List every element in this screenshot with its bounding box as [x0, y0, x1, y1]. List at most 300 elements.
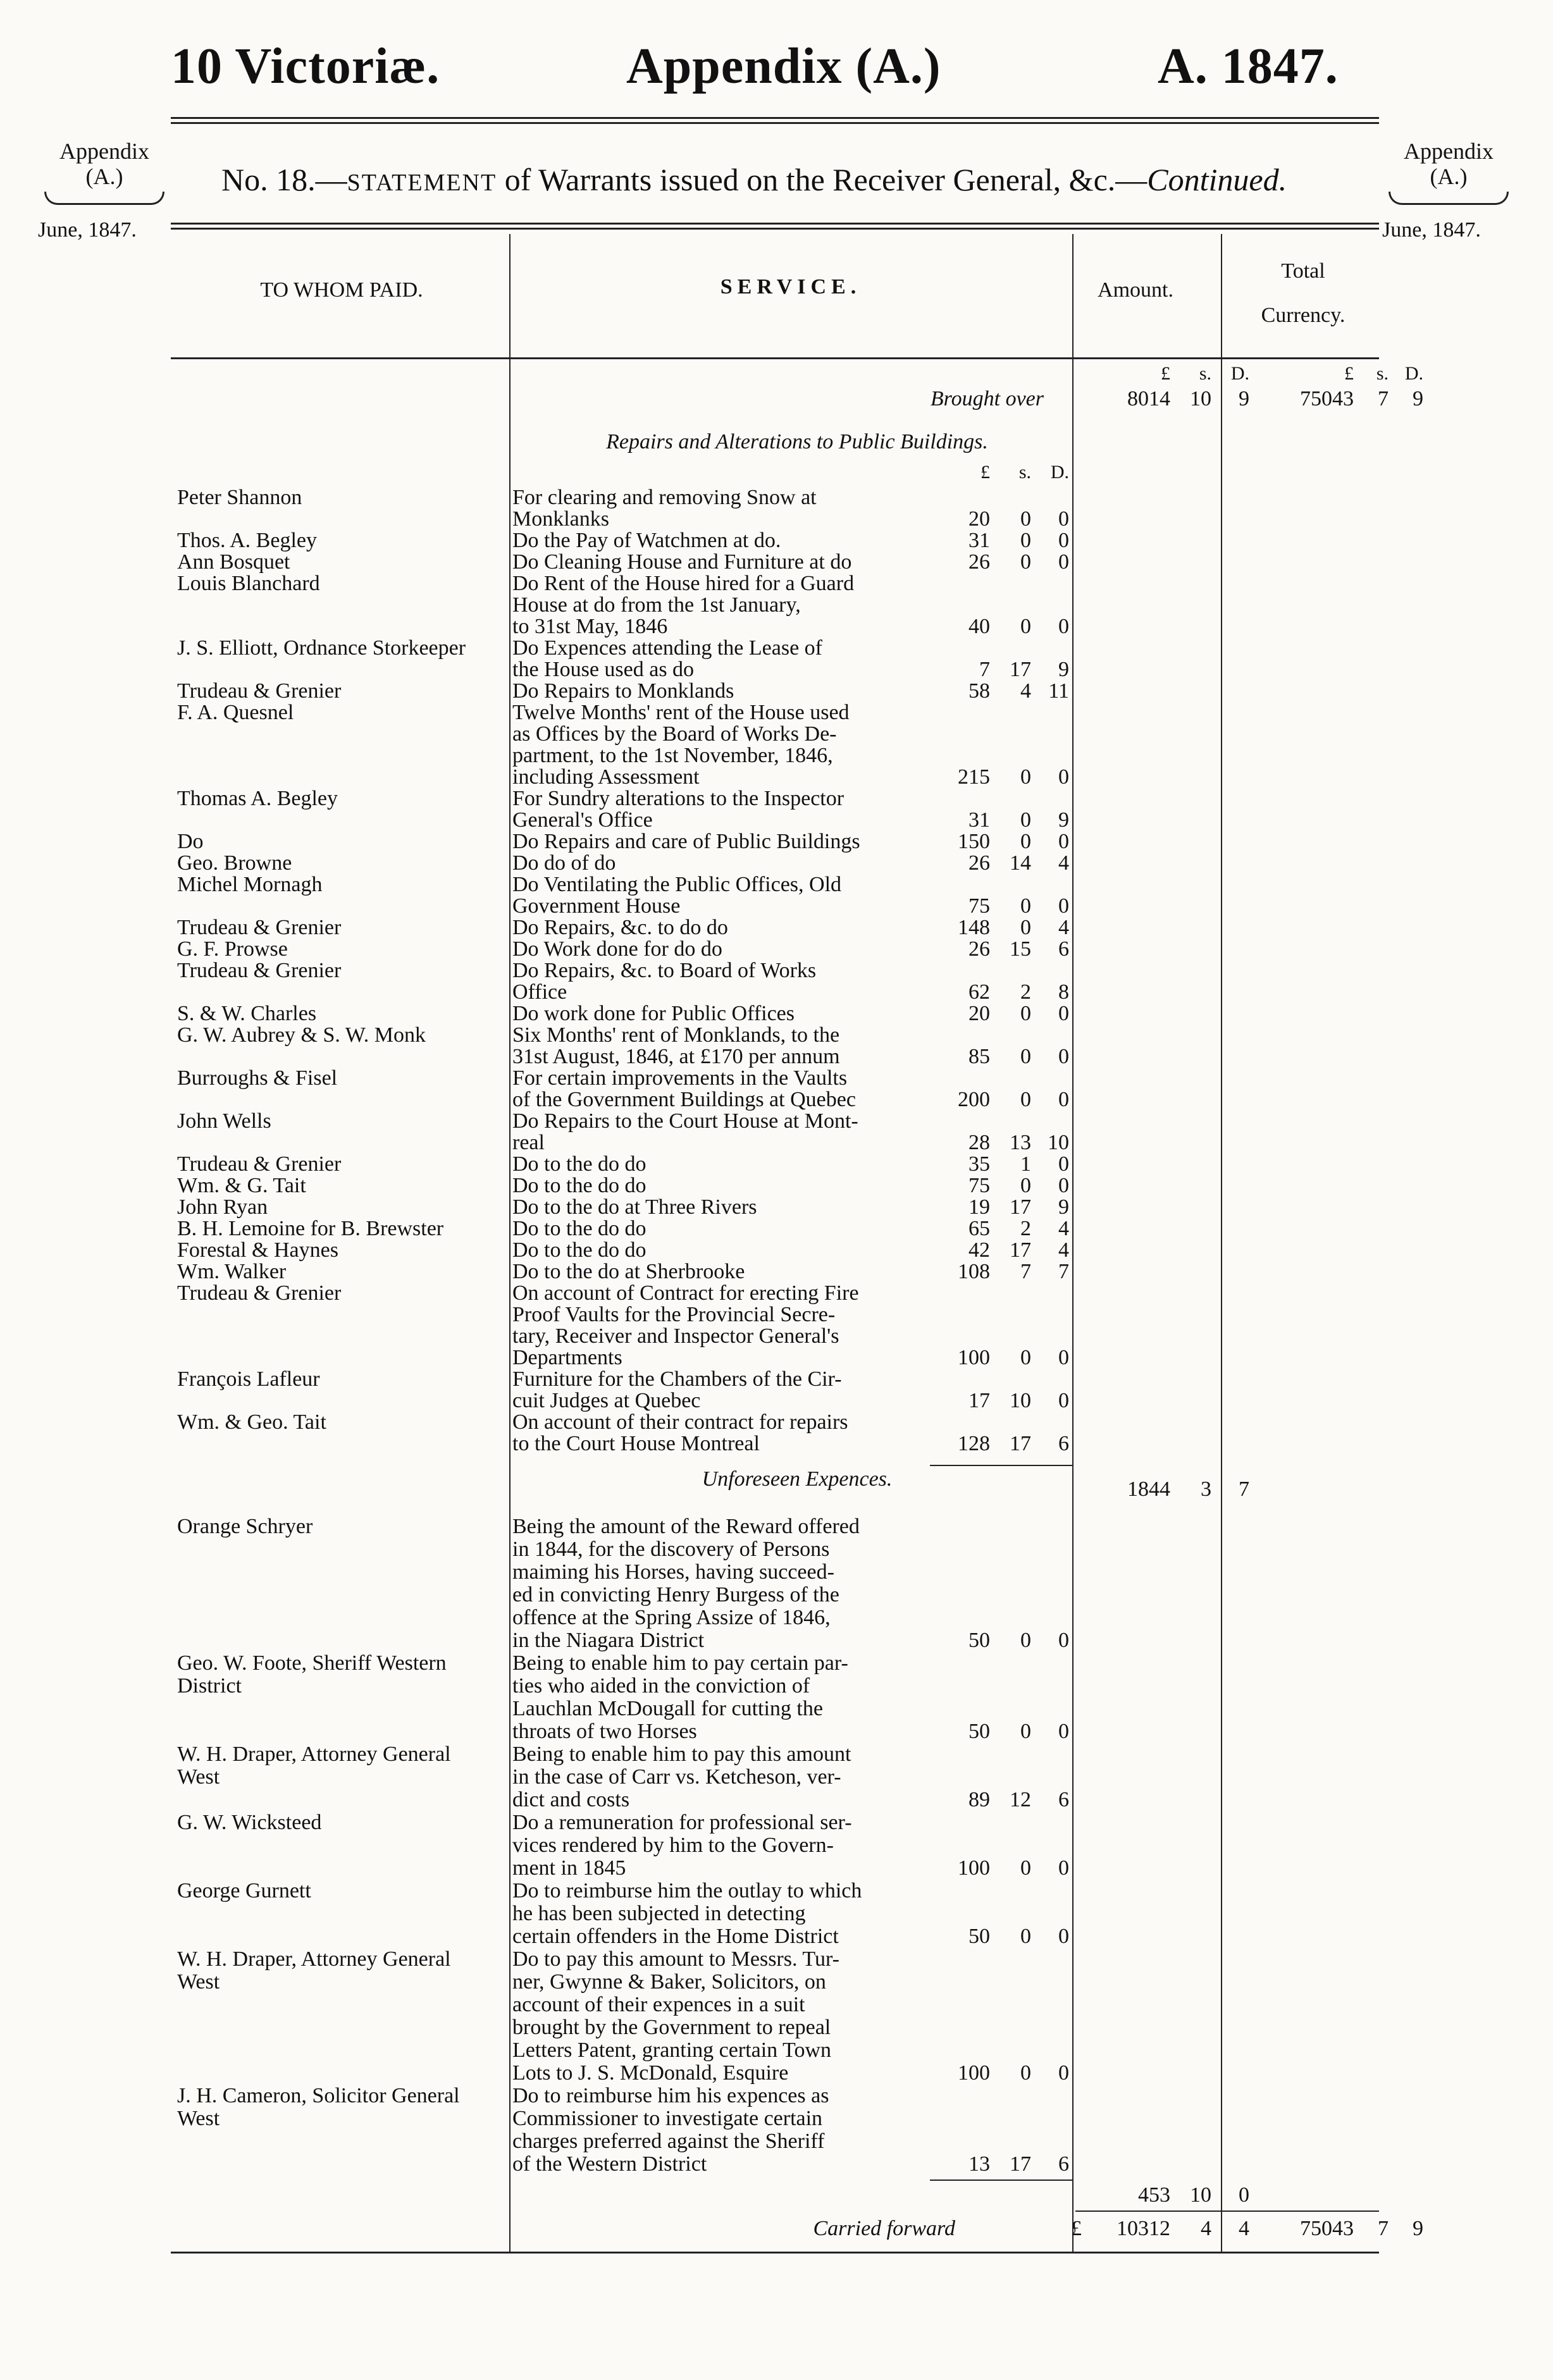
service-text: to 31st May, 1846 — [512, 615, 668, 638]
amount-shillings: 0 — [1020, 529, 1031, 552]
service-text: Do Repairs and care of Public Buildings — [512, 830, 860, 853]
service-text: the House used as do — [512, 658, 695, 681]
amount-pounds: 75 — [968, 1174, 990, 1197]
table-row — [177, 1674, 1411, 1698]
amount-pounds: 150 — [958, 830, 990, 853]
payee: Trudeau & Grenier — [177, 959, 342, 982]
amount-pounds: 31 — [968, 808, 990, 832]
statement-title — [221, 161, 1287, 198]
service-text: Do to pay this amount to Messrs. Tur- — [512, 1947, 839, 1971]
table-row — [177, 1697, 1411, 1721]
service-text: Do Work done for do do — [512, 937, 722, 961]
table-row — [177, 2061, 1411, 2085]
amount-pence: 0 — [1058, 1002, 1069, 1025]
payee: G. W. Wicksteed — [177, 1811, 322, 1834]
col-service: SERVICE. — [720, 275, 862, 299]
table-row — [177, 1560, 1411, 1584]
payee: Peter Shannon — [177, 486, 302, 509]
service-text: certain offenders in the Home District — [512, 1925, 839, 1948]
service-text: Do to the do at Three Rivers — [512, 1195, 757, 1219]
table-row — [177, 1515, 1411, 1539]
amount-pence: 6 — [1058, 937, 1069, 961]
amount-shillings: 10 — [1010, 1389, 1031, 1412]
service-text: Letters Patent, granting certain Town — [512, 2038, 832, 2062]
amount-shillings: 0 — [1020, 615, 1031, 638]
service-text: Twelve Months' rent of the House used — [512, 701, 850, 724]
payee: Louis Blanchard — [177, 572, 320, 595]
amount-shillings: 17 — [1010, 2152, 1031, 2176]
amount-pounds: 108 — [958, 1260, 990, 1283]
table-row — [177, 851, 1411, 875]
service-text: charges preferred against the Sheriff — [512, 2130, 825, 2153]
margin-note-left — [38, 139, 171, 242]
amount-pounds: 40 — [968, 615, 990, 638]
col-currency: Currency. — [1261, 304, 1346, 327]
amount-pounds: 35 — [968, 1152, 990, 1176]
payee: Trudeau & Grenier — [177, 679, 342, 703]
service-text: Do Repairs, &c. to do do — [512, 916, 728, 939]
service-text: Being to enable him to pay certain par- — [512, 1651, 848, 1675]
amount-shillings: 0 — [1020, 1045, 1031, 1068]
carried-forward-row — [177, 2217, 1423, 2241]
payee: François Lafleur — [177, 1367, 320, 1391]
amount-pence: 0 — [1058, 830, 1069, 853]
amount-shillings: 7 — [1020, 1260, 1031, 1283]
service-text: Do to the do do — [512, 1217, 647, 1240]
amount-pence: 6 — [1058, 2152, 1069, 2176]
payee: Wm. & Geo. Tait — [177, 1410, 326, 1434]
table-row — [177, 787, 1411, 811]
title-statement: STATEMENT — [347, 170, 497, 196]
table-row — [177, 1367, 1411, 1391]
amount-pence: 8 — [1058, 980, 1069, 1004]
service-text: partment, to the 1st November, 1846, — [512, 744, 833, 767]
amount-shillings: 14 — [1010, 851, 1031, 875]
table-row — [177, 2130, 1411, 2154]
service-text: 31st August, 1846, at £170 per annum — [512, 1045, 840, 1068]
amount-pounds: 58 — [968, 679, 990, 703]
amount-pence: 0 — [1058, 615, 1069, 638]
repairs-subtotal-pence: 7 — [1239, 1477, 1249, 1501]
service-text: in 1844, for the discovery of Persons — [512, 1538, 830, 1561]
amount-pounds: 89 — [968, 1788, 990, 1811]
unforeseen-subtotal-pounds: 453 — [1138, 2183, 1170, 2207]
amount-shillings: 0 — [1020, 1174, 1031, 1197]
section-repairs-heading: Repairs and Alterations to Public Buildings. — [606, 430, 988, 453]
amount-shillings: 0 — [1020, 916, 1031, 939]
unit-total-pound: £ — [1344, 363, 1354, 384]
unforeseen-amount-rule — [930, 2180, 1072, 2181]
amount-pence: 4 — [1058, 851, 1069, 875]
amount-shillings: 0 — [1020, 507, 1031, 531]
amount-pence: 4 — [1058, 916, 1069, 939]
service-text: including Assessment — [512, 765, 700, 789]
service-text: ment in 1845 — [512, 1856, 626, 1880]
payee: John Ryan — [177, 1195, 268, 1219]
payee: J. H. Cameron, Solicitor General — [177, 2084, 460, 2107]
carried-forward-label: Carried forward — [813, 2217, 955, 2240]
amount-pence: 0 — [1058, 1629, 1069, 1652]
amount-shillings: 17 — [1010, 1432, 1031, 1455]
service-text: throats of two Horses — [512, 1720, 697, 1743]
margin-right-sub: (A.) — [1430, 163, 1468, 189]
amount-pence: 0 — [1058, 2061, 1069, 2085]
table-row — [177, 2152, 1411, 2176]
title-rule-2 — [171, 228, 1379, 230]
service-text: Do Cleaning House and Furniture at do — [512, 550, 852, 574]
service-text: ties who aided in the conviction of — [512, 1674, 810, 1698]
amount-pence: 6 — [1058, 1432, 1069, 1455]
payee: Wm. Walker — [177, 1260, 287, 1283]
payee: J. S. Elliott, Ordnance Storkeeper — [177, 636, 466, 660]
col-amount: Amount. — [1098, 278, 1173, 302]
amount-pounds: 42 — [968, 1238, 990, 1262]
brought-over-shillings: 10 — [1190, 387, 1211, 410]
brought-over-total-pounds: 75043 — [1300, 387, 1354, 410]
amount-shillings: 12 — [1010, 1788, 1031, 1811]
title-continued: Continued. — [1147, 162, 1287, 197]
table-row — [177, 808, 1411, 832]
service-text: Proof Vaults for the Provincial Secre- — [512, 1303, 836, 1326]
amount-shillings: 17 — [1010, 1238, 1031, 1262]
amount-shillings: 0 — [1020, 1856, 1031, 1880]
service-text: Do to the do at Sherbrooke — [512, 1260, 745, 1283]
margin-right-brace — [1389, 192, 1509, 205]
table-row — [177, 636, 1411, 660]
service-text: of the Government Buildings at Quebec — [512, 1088, 856, 1111]
service-text: Do to the do do — [512, 1152, 647, 1176]
amount-shillings: 0 — [1020, 830, 1031, 853]
amount-pounds: 65 — [968, 1217, 990, 1240]
amount-pounds: 200 — [958, 1088, 990, 1111]
margin-right-label: Appendix — [1404, 139, 1494, 164]
colhead-rule — [171, 357, 1379, 359]
service-text: Being to enable him to pay this amount — [512, 1742, 851, 1766]
table-row — [177, 1195, 1411, 1219]
table-row — [177, 1174, 1411, 1198]
margin-left-sub: (A.) — [85, 163, 123, 189]
table-row — [177, 1742, 1411, 1767]
service-text: vices rendered by him to the Govern- — [512, 1834, 834, 1857]
payee: West — [177, 1765, 220, 1789]
table-row — [177, 1970, 1411, 1994]
service-text: For Sundry alterations to the Inspector — [512, 787, 845, 810]
table-row — [177, 2084, 1411, 2108]
amount-pence: 9 — [1058, 658, 1069, 681]
unit-inner-pence: D. — [1050, 462, 1069, 483]
service-text: as Offices by the Board of Works De- — [512, 722, 837, 746]
payee: John Wells — [177, 1109, 271, 1133]
unforeseen-subtotal-row — [177, 2183, 1411, 2207]
amount-pence: 0 — [1058, 765, 1069, 789]
carried-forward-pence: 4 — [1239, 2217, 1249, 2240]
amount-pence: 0 — [1058, 550, 1069, 574]
title-rest: of Warrants issued on the Receiver General, &c.— — [497, 162, 1148, 197]
payee: Michel Mornagh — [177, 873, 323, 896]
table-row — [177, 1606, 1411, 1630]
amount-pence: 11 — [1048, 679, 1069, 703]
amount-shillings: 0 — [1020, 894, 1031, 918]
margin-note-right — [1382, 139, 1515, 242]
header-year: A. 1847. — [1158, 39, 1339, 94]
service-text: Do to reimburse him his expences as — [512, 2084, 829, 2107]
service-text: Being the amount of the Reward offered — [512, 1515, 860, 1538]
table-row — [177, 959, 1411, 983]
amount-pounds: 85 — [968, 1045, 990, 1068]
section-unforeseen-heading: Unforeseen Expences. — [702, 1467, 893, 1491]
table-row — [177, 937, 1411, 961]
carried-forward-currency: £ — [1071, 2217, 1082, 2240]
service-text: Furniture for the Chambers of the Cir- — [512, 1367, 842, 1391]
table-row — [177, 1066, 1411, 1090]
service-text: Commissioner to investigate certain — [512, 2107, 823, 2130]
service-text: maiming his Horses, having succeed- — [512, 1560, 834, 1584]
amount-pounds: 13 — [968, 2152, 990, 2176]
amount-pounds: 26 — [968, 937, 990, 961]
amount-pounds: 215 — [958, 765, 990, 789]
service-text: real — [512, 1131, 545, 1154]
payee: Trudeau & Grenier — [177, 1281, 342, 1305]
amount-shillings: 0 — [1020, 550, 1031, 574]
amount-pounds: 31 — [968, 529, 990, 552]
units-row — [177, 362, 1423, 386]
service-text: Monklanks — [512, 507, 609, 531]
amount-pence: 0 — [1058, 1720, 1069, 1743]
margin-right-date: June, 1847. — [1382, 218, 1481, 242]
table-row — [177, 1720, 1411, 1744]
table-row — [177, 765, 1411, 789]
table-row — [177, 1410, 1411, 1434]
amount-shillings: 0 — [1020, 2061, 1031, 2085]
table-row — [177, 1879, 1411, 1903]
amount-pence: 6 — [1058, 1788, 1069, 1811]
table-row — [177, 1993, 1411, 2017]
header-rule-2 — [171, 122, 1379, 124]
service-text: Do Rent of the House hired for a Guard — [512, 572, 855, 595]
service-text: Do to the do do — [512, 1174, 647, 1197]
amount-pence: 0 — [1058, 1856, 1069, 1880]
table-row — [177, 1389, 1411, 1413]
amount-pence: 4 — [1058, 1238, 1069, 1262]
amount-pence: 7 — [1058, 1260, 1069, 1283]
service-text: Do work done for Public Offices — [512, 1002, 795, 1025]
payee: G. F. Prowse — [177, 937, 288, 961]
service-text: Do the Pay of Watchmen at do. — [512, 529, 781, 552]
service-text: Do to the do do — [512, 1238, 647, 1262]
amount-shillings: 4 — [1020, 679, 1031, 703]
table-row — [177, 722, 1411, 746]
amount-pounds: 100 — [958, 1346, 990, 1369]
table-row — [177, 1765, 1411, 1789]
service-text: On account of Contract for erecting Fire — [512, 1281, 859, 1305]
table-row — [177, 1538, 1411, 1562]
amount-pence: 10 — [1048, 1131, 1069, 1154]
table-row — [177, 486, 1411, 510]
service-text: in the case of Carr vs. Ketcheson, ver- — [512, 1765, 841, 1789]
service-text: in the Niagara District — [512, 1629, 705, 1652]
repairs-subtotal-row — [177, 1477, 1411, 1501]
payee: Thos. A. Begley — [177, 529, 317, 552]
unit-pound: £ — [1161, 363, 1170, 384]
amount-pounds: 19 — [968, 1195, 990, 1219]
service-text: ed in convicting Henry Burgess of the — [512, 1583, 839, 1606]
unit-inner-shilling: s. — [1018, 462, 1031, 483]
service-text: House at do from the 1st January, — [512, 593, 801, 617]
table-row — [177, 2016, 1411, 2040]
unit-inner-pound: £ — [981, 462, 990, 483]
table-row — [177, 1217, 1411, 1241]
repairs-amount-rule — [930, 1465, 1072, 1466]
payee: Forestal & Haynes — [177, 1238, 338, 1262]
amount-pounds: 20 — [968, 1002, 990, 1025]
service-text: to the Court House Montreal — [512, 1432, 760, 1455]
table-row — [177, 916, 1411, 940]
service-text: he has been subjected in detecting — [512, 1902, 806, 1925]
unit-pence: D. — [1230, 363, 1249, 384]
table-row — [177, 2038, 1411, 2062]
table-row — [177, 529, 1411, 553]
table-row — [177, 615, 1411, 639]
amount-pounds: 148 — [958, 916, 990, 939]
payee: B. H. Lemoine for B. Brewster — [177, 1217, 444, 1240]
amount-pence: 4 — [1058, 1217, 1069, 1240]
amount-shillings: 0 — [1020, 1088, 1031, 1111]
service-text: Departments — [512, 1346, 622, 1369]
payee: Ann Bosquet — [177, 550, 290, 574]
brought-over-pounds: 8014 — [1127, 387, 1170, 410]
service-text: dict and costs — [512, 1788, 630, 1811]
payee: Burroughs & Fisel — [177, 1066, 338, 1090]
payee: District — [177, 1674, 242, 1698]
amount-shillings: 0 — [1020, 1925, 1031, 1948]
table-row — [177, 1834, 1411, 1858]
brought-over-total-shillings: 7 — [1378, 387, 1389, 410]
amount-shillings: 0 — [1020, 1346, 1031, 1369]
carried-forward-shillings: 4 — [1201, 2217, 1211, 2240]
title-rule — [171, 223, 1379, 225]
units-inner-row — [177, 460, 1411, 484]
amount-pence: 0 — [1058, 1925, 1069, 1948]
table-row — [177, 1788, 1411, 1812]
table-row — [177, 1045, 1411, 1069]
payee: West — [177, 2107, 220, 2130]
table-row — [177, 1925, 1411, 1949]
service-text: offence at the Spring Assize of 1846, — [512, 1606, 831, 1629]
service-text: brought by the Government to repeal — [512, 2016, 831, 2039]
service-text: Lauchlan McDougall for cutting the — [512, 1697, 823, 1720]
table-row — [177, 1023, 1411, 1047]
unit-shilling: s. — [1199, 363, 1211, 384]
payee: Thomas A. Begley — [177, 787, 338, 810]
service-text: Do Repairs to the Court House at Mont- — [512, 1109, 858, 1133]
service-text: tary, Receiver and Inspector General's — [512, 1324, 839, 1348]
table-row — [177, 1432, 1411, 1456]
table-row — [177, 1629, 1411, 1653]
unforeseen-subtotal-pence: 0 — [1239, 2183, 1249, 2207]
table-row — [177, 1856, 1411, 1880]
amount-pounds: 50 — [968, 1925, 990, 1948]
service-text: Office — [512, 980, 567, 1004]
table-row — [177, 980, 1411, 1004]
amount-pence: 0 — [1058, 1152, 1069, 1176]
carried-forward-pounds: 10312 — [1117, 2217, 1170, 2240]
amount-pence: 0 — [1058, 1174, 1069, 1197]
amount-pence: 0 — [1058, 1389, 1069, 1412]
service-text: of the Western District — [512, 2152, 707, 2176]
payee: G. W. Aubrey & S. W. Monk — [177, 1023, 426, 1047]
unforeseen-subtotal-shillings: 10 — [1190, 2183, 1211, 2207]
payee: George Gurnett — [177, 1879, 311, 1902]
title-number: No. 18.— — [221, 162, 347, 197]
col-total: Total — [1281, 259, 1325, 283]
service-text: Do Repairs, &c. to Board of Works — [512, 959, 817, 982]
amount-pounds: 26 — [968, 851, 990, 875]
table-row — [177, 1947, 1411, 1971]
table-row — [177, 1324, 1411, 1348]
brought-over-pence: 9 — [1239, 387, 1249, 410]
amount-pounds: 50 — [968, 1720, 990, 1743]
header-session: 10 Victoriæ. — [171, 39, 440, 94]
table-row — [177, 1109, 1411, 1133]
table-row — [177, 658, 1411, 682]
amount-pence: 0 — [1058, 1045, 1069, 1068]
service-text: Do a remuneration for professional ser- — [512, 1811, 852, 1834]
amount-pounds: 100 — [958, 2061, 990, 2085]
payee: S. & W. Charles — [177, 1002, 317, 1025]
service-text: Do Ventilating the Public Offices, Old — [512, 873, 842, 896]
payee: Geo. Browne — [177, 851, 292, 875]
payee: W. H. Draper, Attorney General — [177, 1947, 451, 1971]
amount-shillings: 17 — [1010, 658, 1031, 681]
table-row — [177, 1583, 1411, 1607]
service-text: Government House — [512, 894, 681, 918]
amount-pounds: 17 — [968, 1389, 990, 1412]
payee: Geo. W. Foote, Sheriff Western — [177, 1651, 447, 1675]
payee: Wm. & G. Tait — [177, 1174, 306, 1197]
service-text: account of their expences in a suit — [512, 1993, 805, 2016]
table-row — [177, 744, 1411, 768]
carried-forward-rule — [1075, 2210, 1379, 2212]
amount-pounds: 100 — [958, 1856, 990, 1880]
service-text: Do to reimburse him the outlay to which — [512, 1879, 862, 1902]
repairs-subtotal-pounds: 1844 — [1127, 1477, 1170, 1501]
amount-pounds: 128 — [958, 1432, 990, 1455]
amount-shillings: 2 — [1020, 1217, 1031, 1240]
table-row — [177, 873, 1411, 897]
amount-pence: 0 — [1058, 1088, 1069, 1111]
service-text: Do Expences attending the Lease of — [512, 636, 822, 660]
brought-over-label: Brought over — [930, 387, 1044, 410]
carried-forward-total-pounds: 75043 — [1300, 2217, 1354, 2240]
amount-pounds: 28 — [968, 1131, 990, 1154]
table-row — [177, 1303, 1411, 1327]
amount-pence: 9 — [1058, 808, 1069, 832]
table-row — [177, 572, 1411, 596]
col-to-whom-paid: TO WHOM PAID. — [260, 278, 423, 302]
service-text: Six Months' rent of Monklands, to the — [512, 1023, 840, 1047]
carried-forward-total-shillings: 7 — [1378, 2217, 1389, 2240]
carried-forward-total-pence: 9 — [1413, 2217, 1423, 2240]
amount-shillings: 0 — [1020, 1629, 1031, 1652]
table-row — [177, 1260, 1411, 1284]
amount-pence: 0 — [1058, 1346, 1069, 1369]
amount-shillings: 1 — [1020, 1152, 1031, 1176]
service-text: Lots to J. S. McDonald, Esquire — [512, 2061, 789, 2085]
table-row — [177, 701, 1411, 725]
payee: F. A. Quesnel — [177, 701, 294, 724]
margin-left-label: Appendix — [59, 139, 149, 164]
table-row — [177, 1088, 1411, 1112]
